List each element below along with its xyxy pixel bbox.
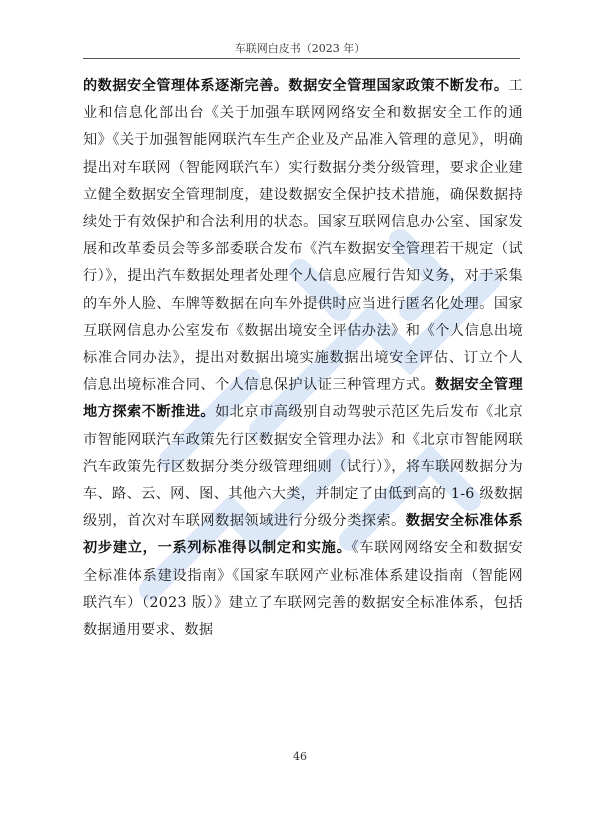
body-text-segment: 如北京市高级别自动驾驶示范区先后发布《北京市智能网联汽车政策先行区数据安全管理办法》和《北京市智能网联汽车政策先行区数据分类分级管理细则（试行）》，将车联网数据分为车、路、云、网、图、其他六大类，并制定了由低到高的 1-6 级数据级别，首次对车联网数据领域进行分级分类探索。	[83, 404, 523, 530]
body-paragraph	[83, 73, 523, 644]
body-bold-heading: 数据安全标准体系初步建立，一系列标准得以制定和实施。	[83, 513, 523, 557]
running-header: 车联网白皮书（2023 年）	[234, 42, 366, 55]
body-text-segment: 工业和信息化部出台《关于加强车联网网络安全和数据安全工作的通知》《关于加强智能网联汽车生产企业及产品准入管理的意见》，明确提出对车联网（智能网联汽车）实行数据分类分级管理，要求企业建立健全数据安全管理制度，建设数据安全保护技术措施，确保数据持续处于有效保护和合法利用的状态。国家互联网信息办公室、国家发展和改革委员会等多部委联合发布《汽车数据安全管理若干规定（试行）》，提出汽车数据处理者处理个人信息应履行告知义务，对于采集的车外人脸、车牌等数据在向车外提供时应当进行匿名化处理。国家互联网信息办公室发布《数据出境安全评估办法》和《个人信息出境标准合同办法》，提出对数据出境实施数据出境安全评估、订立个人信息出境标准合同、个人信息保护认证三种管理方式。	[83, 78, 523, 394]
body-text-segment: 《车联网网络安全和数据安全标准体系建设指南》《国家车联网产业标准体系建设指南（智能网联汽车）（2023 版）》建立了车联网完善的数据安全标准体系，包括数据通用要求、数据	[83, 540, 523, 639]
body-lead-bold: 的数据安全管理体系逐渐完善。数据安全管理国家政策不断发布。	[83, 78, 509, 94]
body-bold-heading: 数据安全管理地方探索不断推进。	[83, 377, 523, 421]
page-number: 46	[293, 750, 307, 763]
header-divider	[83, 58, 520, 59]
